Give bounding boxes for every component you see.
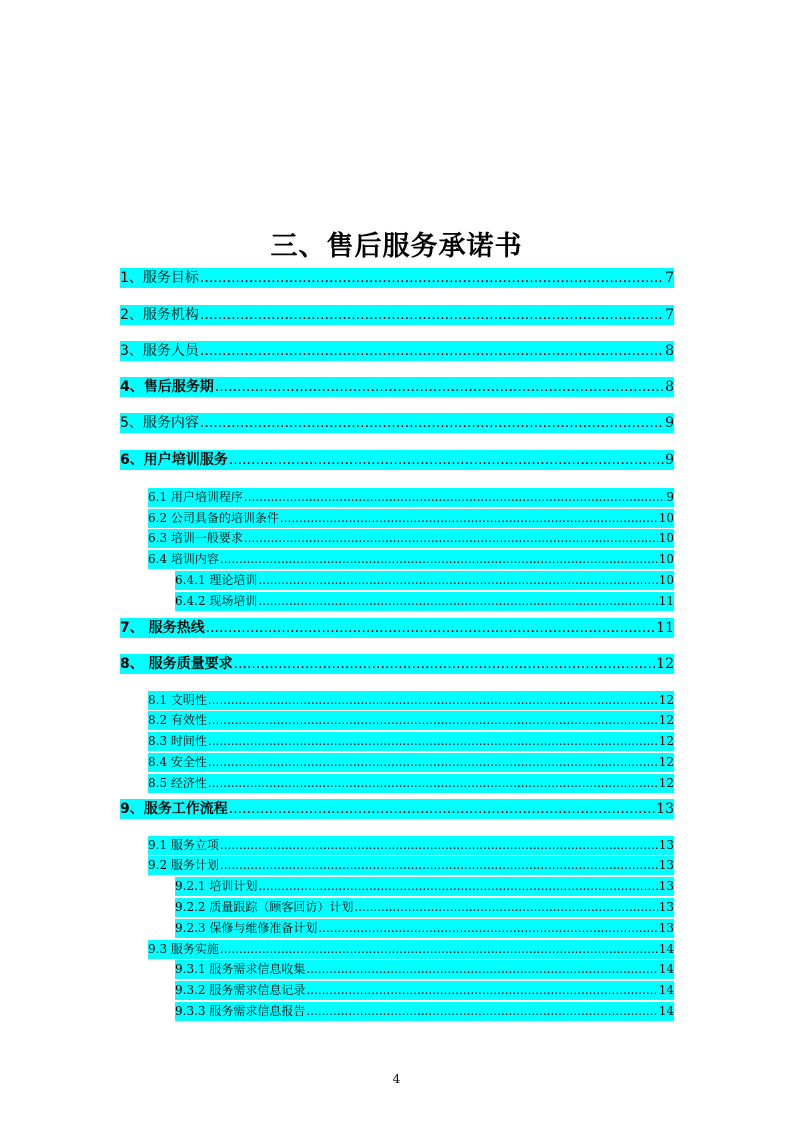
- toc-entry-page: 12: [658, 734, 674, 748]
- toc-entry-label: 6.4 培训内容: [148, 552, 219, 566]
- toc-leader-dots: [206, 618, 656, 638]
- toc-entry[interactable]: [148, 774, 674, 793]
- toc-leader-dots: [306, 1002, 657, 1021]
- toc-entry-label: 8.4 安全性: [148, 755, 207, 769]
- toc-entry[interactable]: [148, 940, 674, 959]
- page-number: 4: [392, 1072, 401, 1086]
- toc-entry-page: 13: [656, 801, 674, 817]
- toc-entry-page: 10: [658, 552, 674, 566]
- toc-leader-dots: [354, 898, 657, 917]
- toc-leader-dots: [200, 341, 664, 361]
- toc-entry-page: 13: [658, 858, 674, 872]
- toc-leader-dots: [234, 654, 656, 674]
- toc-entry[interactable]: [148, 856, 674, 875]
- toc-entry-label: 9.3.1 服务需求信息收集: [175, 962, 306, 976]
- toc-leader-dots: [244, 529, 658, 548]
- toc-entry-page: 12: [658, 713, 674, 727]
- toc-entry-label: 8.3 时间性: [148, 734, 207, 748]
- toc-entry-page: 14: [658, 983, 674, 997]
- toc-entry[interactable]: [148, 529, 674, 548]
- toc-entry[interactable]: [120, 377, 674, 397]
- toc-leader-dots: [258, 877, 657, 896]
- toc-entry-page: 13: [658, 921, 674, 935]
- toc-leader-dots: [318, 919, 657, 938]
- toc-entry[interactable]: [175, 592, 674, 611]
- toc-entry-label: 2、服务机构: [120, 307, 199, 323]
- toc-entry-label: 6、用户培训服务: [120, 452, 228, 468]
- toc-leader-dots: [244, 488, 665, 507]
- toc-entry-label: 9.2.3 保修与维修准备计划: [175, 921, 318, 935]
- toc-entry-page: 12: [658, 693, 674, 707]
- toc-entry[interactable]: [148, 836, 674, 855]
- toc-leader-dots: [200, 413, 664, 433]
- toc-entry-page: 8: [665, 343, 674, 359]
- toc-entry-label: 4、售后服务期: [120, 379, 214, 395]
- toc-leader-dots: [200, 268, 664, 288]
- toc-entry-page: 12: [658, 755, 674, 769]
- toc-leader-dots: [306, 981, 657, 1000]
- toc-entry-page: 12: [658, 776, 674, 790]
- toc-entry-label: 9.3 服务实施: [148, 942, 219, 956]
- toc-entry-page: 13: [658, 879, 674, 893]
- toc-entry-page: 9: [665, 452, 674, 468]
- toc-leader-dots: [220, 836, 658, 855]
- toc-entry-label: 8、 服务质量要求: [120, 656, 233, 672]
- toc-entry[interactable]: [148, 509, 674, 528]
- toc-leader-dots: [208, 732, 658, 751]
- toc-leader-dots: [229, 450, 664, 470]
- toc-entry[interactable]: [120, 413, 674, 433]
- toc-leader-dots: [220, 550, 658, 569]
- toc-leader-dots: [258, 571, 657, 590]
- toc-entry[interactable]: [120, 618, 674, 638]
- toc-leader-dots: [220, 856, 658, 875]
- toc-entry-label: 6.3 培训一般要求: [148, 531, 243, 545]
- toc-leader-dots: [280, 509, 658, 528]
- toc-entry-label: 8.1 文明性: [148, 693, 207, 707]
- toc-entry-label: 9.2.2 质量跟踪（顾客回访）计划: [175, 900, 354, 914]
- toc-entry-page: 10: [658, 573, 674, 587]
- toc-entry-page: 14: [658, 1004, 674, 1018]
- toc-leader-dots: [208, 691, 658, 710]
- toc-entry[interactable]: [120, 341, 674, 361]
- toc-entry[interactable]: [175, 960, 674, 979]
- toc-entry[interactable]: [175, 877, 674, 896]
- toc-leader-dots: [220, 940, 658, 959]
- toc-entry[interactable]: [120, 268, 674, 288]
- toc-entry[interactable]: [148, 753, 674, 772]
- toc-entry-label: 9.3.3 服务需求信息报告: [175, 1004, 306, 1018]
- toc-entry[interactable]: [175, 898, 674, 917]
- toc-entry[interactable]: [148, 711, 674, 730]
- page-title: 三、售后服务承诺书: [270, 231, 523, 262]
- toc-leader-dots: [200, 305, 664, 325]
- toc-entry-label: 9.1 服务立项: [148, 838, 219, 852]
- toc-entry-page: 14: [658, 942, 674, 956]
- toc-entry[interactable]: [120, 450, 674, 470]
- toc-entry-label: 8.5 经济性: [148, 776, 207, 790]
- toc-entry-label: 6.4.1 理论培训: [175, 573, 258, 587]
- toc-entry-page: 10: [658, 531, 674, 545]
- toc-entry-label: 6.2 公司具备的培训条件: [148, 511, 279, 525]
- toc-entry-label: 9.2 服务计划: [148, 858, 219, 872]
- toc-entry[interactable]: [148, 732, 674, 751]
- toc-leader-dots: [208, 753, 658, 772]
- toc-entry[interactable]: [175, 1002, 674, 1021]
- toc-entry-page: 12: [656, 656, 674, 672]
- toc-entry-page: 11: [658, 594, 674, 608]
- toc-entry-page: 10: [658, 511, 674, 525]
- toc-entry-page: 9: [666, 490, 674, 504]
- toc-leader-dots: [208, 774, 658, 793]
- toc-entry-page: 13: [658, 838, 674, 852]
- toc-entry-page: 14: [658, 962, 674, 976]
- toc-leader-dots: [258, 592, 657, 611]
- toc-leader-dots: [215, 377, 664, 397]
- toc-leader-dots: [208, 711, 658, 730]
- toc-entry-label: 9.2.1 培训计划: [175, 879, 258, 893]
- toc-entry-label: 9、服务工作流程: [120, 801, 228, 817]
- toc-entry-label: 9.3.2 服务需求信息记录: [175, 983, 306, 997]
- toc-entry[interactable]: [120, 654, 674, 674]
- toc-leader-dots: [306, 960, 657, 979]
- toc-entry[interactable]: [148, 488, 674, 507]
- toc-entry[interactable]: [120, 799, 674, 819]
- toc-entry-label: 8.2 有效性: [148, 713, 207, 727]
- toc-entry-label: 6.4.2 现场培训: [175, 594, 258, 608]
- toc-entry[interactable]: [175, 919, 674, 938]
- toc-entry[interactable]: [175, 981, 674, 1000]
- toc-entry-page: 7: [665, 270, 674, 286]
- toc-entry-page: 7: [665, 307, 674, 323]
- toc-leader-dots: [229, 799, 655, 819]
- toc-entry[interactable]: [120, 305, 674, 325]
- toc-entry-label: 6.1 用户培训程序: [148, 490, 243, 504]
- toc-entry[interactable]: [148, 550, 674, 569]
- toc-entry[interactable]: [148, 691, 674, 710]
- toc-entry-label: 1、服务目标: [120, 270, 199, 286]
- toc-entry-label: 3、服务人员: [120, 343, 199, 359]
- toc-entry-page: 11: [656, 620, 674, 636]
- toc-entry-label: 5、服务内容: [120, 415, 199, 431]
- toc-entry-page: 9: [665, 415, 674, 431]
- toc-entry-label: 7、 服务热线: [120, 620, 205, 636]
- toc-entry[interactable]: [175, 571, 674, 590]
- toc-entry-page: 8: [665, 379, 674, 395]
- toc-entry-page: 13: [658, 900, 674, 914]
